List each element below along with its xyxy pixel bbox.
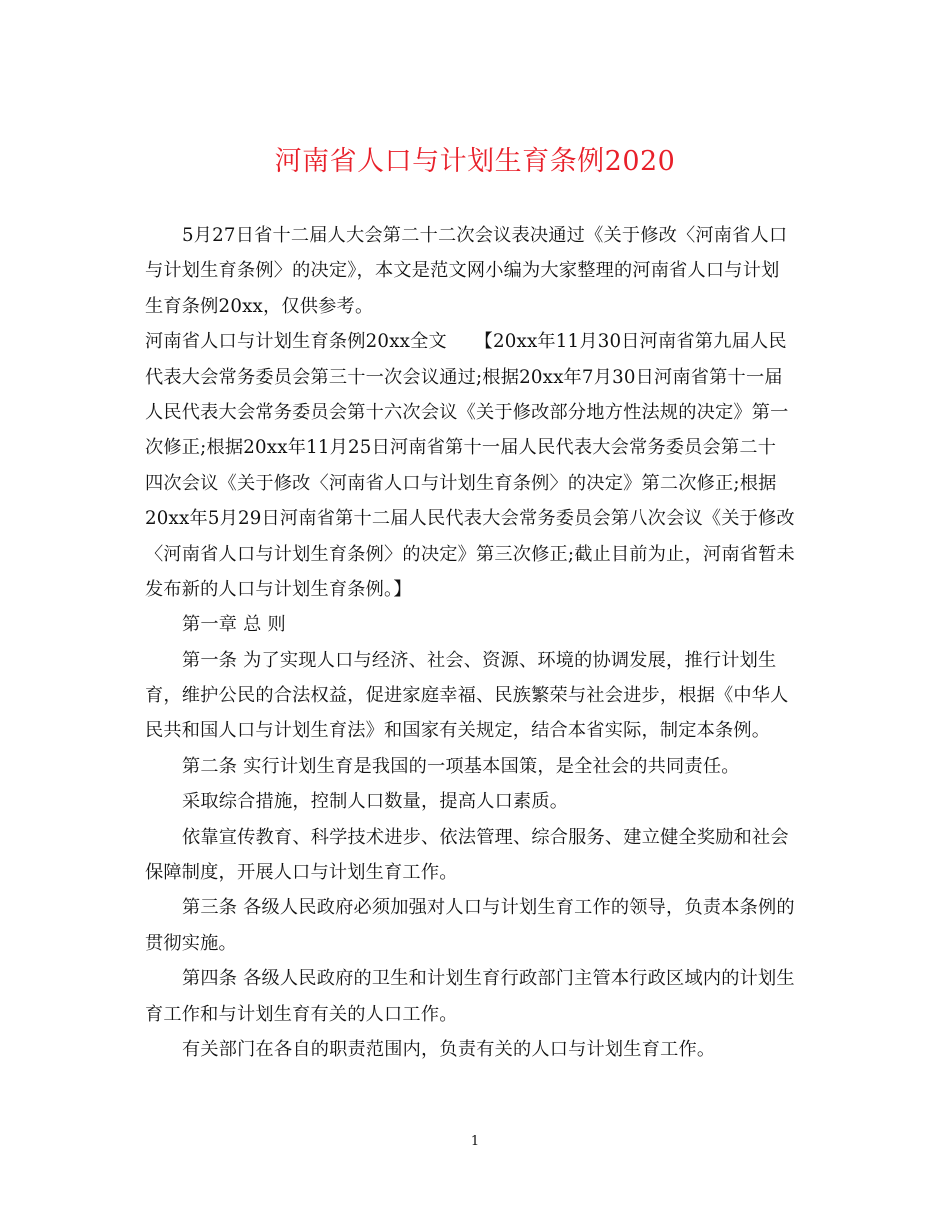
text-line: 贯彻实施。 [145, 932, 237, 954]
text-line: 第三条 各级人民政府必须加强对人口与计划生育工作的领导，负责本条例的 [182, 897, 795, 919]
text-line: 代表大会常务委员会第三十一次会议通过;根据20xx年7月30日河南省第十一届 [145, 366, 783, 388]
text-line: 保障制度，开展人口与计划生育工作。 [145, 862, 458, 884]
document-body [145, 218, 805, 1067]
text-line: 有关部门在各自的职责范围内，负责有关的人口与计划生育工作。 [182, 1038, 716, 1060]
text-line: 生育条例20xx，仅供参考。 [145, 295, 374, 317]
text-line: 人民代表大会常务委员会第十六次会议《关于修改部分地方性法规的决定》第一 [145, 401, 789, 423]
text-line: 20xx年5月29日河南省第十二届人民代表大会常务委员会第八次会议《关于修改 [145, 508, 795, 530]
text-line: 民共和国人口与计划生育法》和国家有关规定，结合本省实际，制定本条例。 [145, 720, 771, 742]
page-number: 1 [470, 1134, 480, 1149]
text-line: 河南省人口与计划生育条例20xx全文 【20xx年11月30日河南省第九届人民 [145, 331, 787, 353]
text-line: 〈河南省人口与计划生育条例〉的决定》第三次修正;截止目前为止，河南省暂未 [145, 543, 795, 565]
text-line: 四次会议《关于修改〈河南省人口与计划生育条例〉的决定》第二次修正;根据 [145, 472, 777, 494]
text-line: 次修正;根据20xx年11月25日河南省第十一届人民代表大会常务委员会第二十 [145, 437, 777, 459]
text-line: 第一条 为了实现人口与经济、社会、资源、环境的协调发展，推行计划生 [182, 649, 777, 671]
document-title: 河南省人口与计划生育条例2020 [274, 146, 676, 177]
text-line: 依靠宣传教育、科学技术进步、依法管理、综合服务、建立健全奖励和社会 [182, 826, 789, 848]
text-line: 第二条 实行计划生育是我国的一项基本国策，是全社会的共同责任。 [182, 755, 740, 777]
text-line: 第四条 各级人民政府的卫生和计划生育行政部门主管本行政区域内的计划生 [182, 968, 795, 990]
text-line: 第一章 总 则 [182, 614, 286, 636]
text-line: 育工作和与计划生育有关的人口工作。 [145, 1003, 458, 1025]
text-line: 与计划生育条例〉的决定》，本文是范文网小编为大家整理的河南省人口与计划 [145, 260, 780, 282]
text-line: 育，维护公民的合法权益，促进家庭幸福、民族繁荣与社会进步，根据《中华人 [145, 685, 789, 707]
text-line: 采取综合措施，控制人口数量，提高人口素质。 [182, 791, 569, 813]
text-line: 5月27日省十二届人大会第二十二次会议表决通过《关于修改〈河南省人口 [182, 225, 788, 246]
text-line: 发布新的人口与计划生育条例。】 [145, 578, 412, 600]
